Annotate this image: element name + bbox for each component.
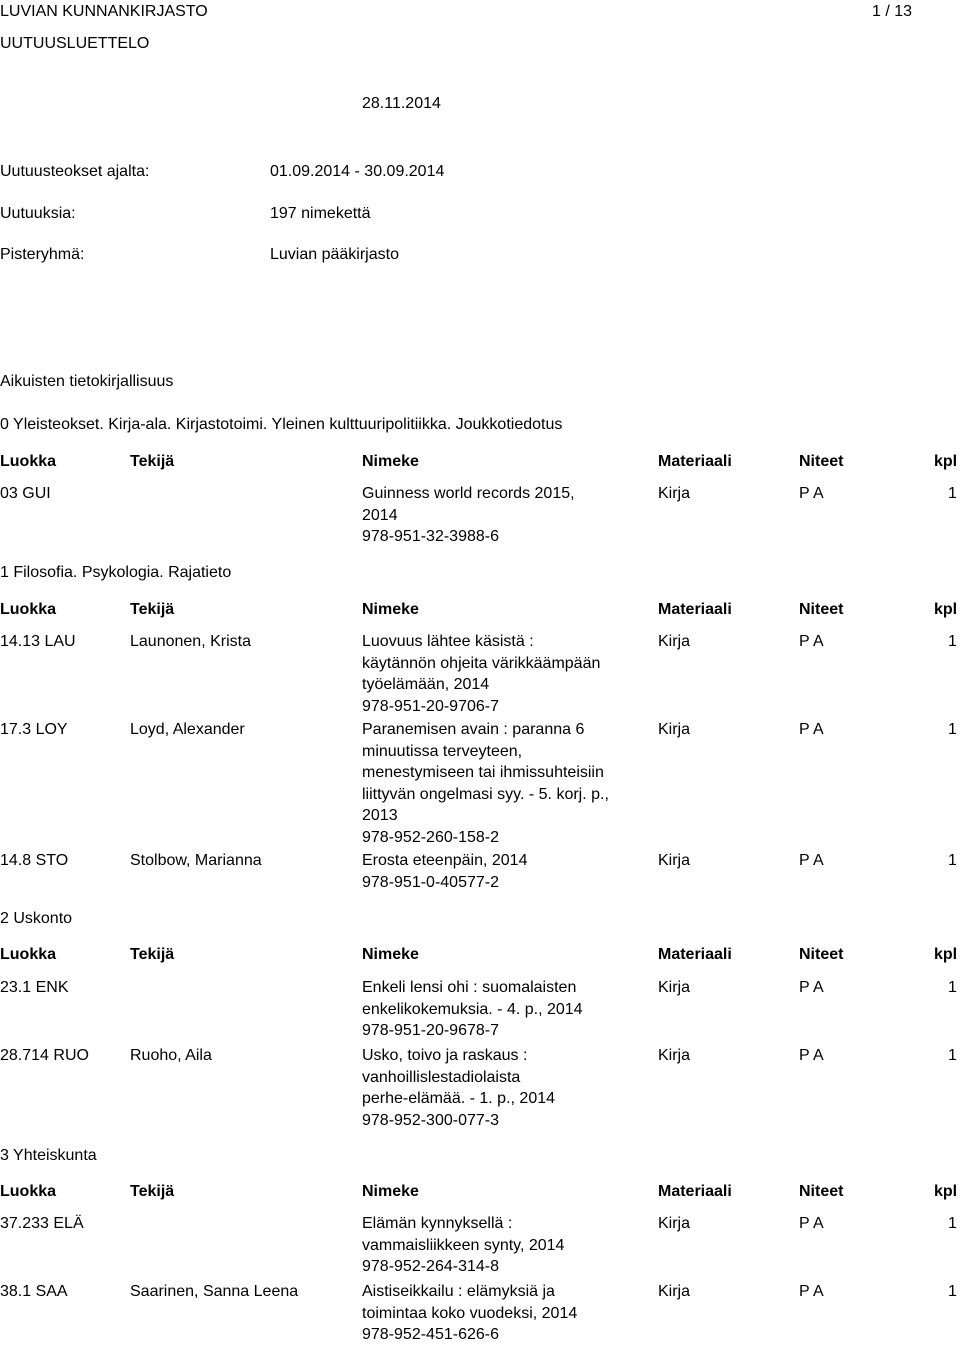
row-classification: 37.233 ELÄ: [0, 1215, 84, 1232]
row-title-line: 2014: [362, 506, 398, 524]
row-title-line: liittyvän ongelmasi syy. - 5. korj. p.,: [362, 785, 609, 803]
row-classification: 28.714 RUO: [0, 1047, 89, 1064]
row-title-line: Aistiseikkailu : elämyksiä ja: [362, 1283, 555, 1300]
section-title: 2 Uskonto: [0, 910, 73, 927]
count-label: Uutuuksia:: [0, 205, 76, 222]
column-header-kpl: kpl: [934, 1183, 958, 1200]
row-copies: P A: [799, 485, 824, 502]
row-author: Ruoho, Aila: [130, 1047, 212, 1064]
row-count: 1: [948, 1047, 957, 1064]
row-classification: 23.1 ENK: [0, 979, 69, 996]
row-material: Kirja: [658, 979, 691, 996]
row-title-line: 978-951-32-3988-6: [362, 528, 499, 545]
column-header-tekija: Tekijä: [130, 601, 175, 618]
column-header-kpl: kpl: [934, 946, 958, 963]
row-classification: 38.1 SAA: [0, 1283, 68, 1300]
row-title-line: vammaisliikkeen synty, 2014: [362, 1236, 565, 1254]
row-count: 1: [948, 485, 957, 502]
row-title-line: toimintaa koko vuodeksi, 2014: [362, 1304, 578, 1322]
row-count: 1: [948, 721, 957, 738]
row-title-line: 978-952-260-158-2: [362, 828, 499, 846]
row-title-line: Elämän kynnyksellä :: [362, 1215, 513, 1232]
column-header-nimeke: Nimeke: [362, 1183, 419, 1200]
row-title-line: 2013: [362, 807, 398, 824]
row-copies: P A: [799, 1283, 824, 1300]
column-header-materiaali: Materiaali: [658, 946, 732, 963]
row-copies: P A: [799, 1215, 824, 1232]
column-header-materiaali: Materiaali: [658, 1183, 732, 1200]
row-title-line: Paranemisen avain : paranna 6: [362, 721, 585, 738]
row-classification: 17.3 LOY: [0, 721, 68, 738]
row-title-line: Erosta eteenpäin, 2014: [362, 852, 528, 869]
row-count: 1: [948, 979, 957, 996]
column-header-luokka: Luokka: [0, 601, 57, 618]
row-author: Stolbow, Marianna: [130, 852, 262, 869]
row-title-line: Guinness world records 2015,: [362, 485, 575, 502]
row-count: 1: [948, 1283, 957, 1300]
row-copies: P A: [799, 633, 824, 650]
library-name: LUVIAN KUNNANKIRJASTO: [0, 3, 208, 20]
row-title-line: menestymiseen tai ihmissuhteisiin: [362, 764, 604, 781]
row-material: Kirja: [658, 1047, 691, 1064]
row-title-line: 978-951-20-9678-7: [362, 1022, 499, 1039]
row-author: Saarinen, Sanna Leena: [130, 1283, 299, 1300]
row-title-line: 978-952-451-626-6: [362, 1326, 499, 1343]
row-author: Loyd, Alexander: [130, 721, 245, 738]
column-header-niteet: Niteet: [799, 453, 844, 470]
column-header-tekija: Tekijä: [130, 946, 175, 963]
group-label: Pisteryhmä:: [0, 246, 85, 263]
column-header-luokka: Luokka: [0, 453, 57, 470]
period-label: Uutuusteokset ajalta:: [0, 163, 150, 180]
row-count: 1: [948, 1215, 957, 1232]
row-title-line: 978-952-300-077-3: [362, 1111, 499, 1129]
row-classification: 03 GUI: [0, 485, 51, 502]
category-title: Aikuisten tietokirjallisuus: [0, 373, 174, 390]
column-header-nimeke: Nimeke: [362, 601, 419, 618]
column-header-tekija: Tekijä: [130, 1183, 175, 1200]
section-title: 3 Yhteiskunta: [0, 1147, 97, 1164]
row-title-line: työelämään, 2014: [362, 676, 490, 693]
row-title-line: käytännön ohjeita värikkäämpään: [362, 654, 601, 672]
section-title: 0 Yleisteokset. Kirja-ala. Kirjastotoimi. Yleinen kulttuuripolitiikka. Joukkotiedotus: [0, 416, 563, 433]
group-value: Luvian pääkirjasto: [270, 246, 399, 263]
row-material: Kirja: [658, 1283, 691, 1300]
column-header-kpl: kpl: [934, 601, 958, 618]
section-title: 1 Filosofia. Psykologia. Rajatieto: [0, 564, 232, 581]
column-header-materiaali: Materiaali: [658, 453, 732, 470]
row-copies: P A: [799, 979, 824, 996]
column-header-materiaali: Materiaali: [658, 601, 732, 618]
page-number: 1 / 13: [872, 3, 913, 20]
row-copies: P A: [799, 1047, 824, 1064]
column-header-luokka: Luokka: [0, 1183, 57, 1200]
row-count: 1: [948, 633, 957, 650]
row-title-line: minuutissa terveyteen,: [362, 742, 523, 760]
row-copies: P A: [799, 852, 824, 869]
period-value: 01.09.2014 - 30.09.2014: [270, 163, 445, 180]
column-header-tekija: Tekijä: [130, 453, 175, 470]
column-header-kpl: kpl: [934, 453, 958, 470]
row-material: Kirja: [658, 1215, 691, 1232]
row-title-line: 978-952-264-314-8: [362, 1258, 499, 1275]
row-classification: 14.13 LAU: [0, 633, 76, 650]
row-title-line: enkelikokemuksia. - 4. p., 2014: [362, 1000, 583, 1018]
row-material: Kirja: [658, 721, 691, 738]
list-title: UUTUUSLUETTELO: [0, 35, 150, 52]
row-author: Launonen, Krista: [130, 633, 251, 650]
row-classification: 14.8 STO: [0, 852, 69, 869]
count-value: 197 nimekettä: [270, 205, 371, 222]
column-header-nimeke: Nimeke: [362, 946, 419, 963]
row-title-line: vanhoillislestadiolaista: [362, 1068, 521, 1086]
row-count: 1: [948, 852, 957, 869]
report-date: 28.11.2014: [362, 95, 441, 112]
column-header-nimeke: Nimeke: [362, 453, 419, 470]
row-title-line: Usko, toivo ja raskaus :: [362, 1047, 528, 1064]
row-title-line: perhe-elämää. - 1. p., 2014: [362, 1090, 556, 1107]
row-copies: P A: [799, 721, 824, 738]
row-title-line: Enkeli lensi ohi : suomalaisten: [362, 979, 577, 996]
column-header-niteet: Niteet: [799, 946, 844, 963]
row-material: Kirja: [658, 852, 691, 869]
row-title-line: 978-951-0-40577-2: [362, 873, 499, 891]
row-title-line: 978-951-20-9706-7: [362, 697, 499, 715]
column-header-luokka: Luokka: [0, 946, 57, 963]
row-material: Kirja: [658, 633, 691, 650]
column-header-niteet: Niteet: [799, 1183, 844, 1200]
row-title-line: Luovuus lähtee käsistä :: [362, 633, 534, 650]
row-material: Kirja: [658, 485, 691, 502]
column-header-niteet: Niteet: [799, 601, 844, 618]
